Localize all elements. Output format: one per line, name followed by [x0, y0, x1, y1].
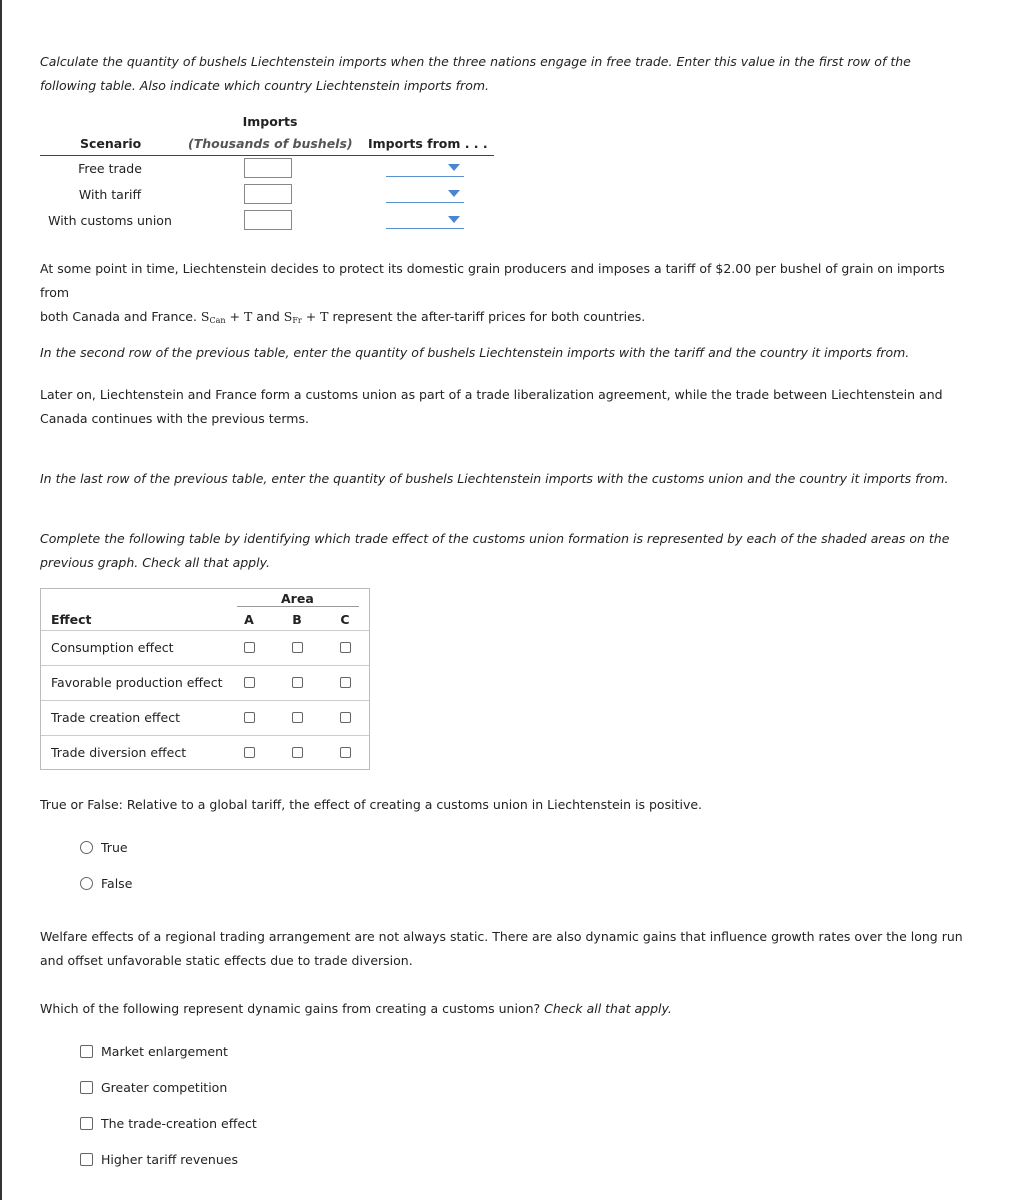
effect-row-label: Trade diversion effect — [51, 745, 187, 760]
row-divider — [41, 630, 369, 631]
checkbox-trade-diversion-c[interactable] — [340, 747, 351, 758]
tariff-paragraph — [40, 257, 970, 333]
scenario-label: With customs union — [48, 213, 172, 228]
tariff-line2b: represent the after-tariff prices for both countries. — [328, 309, 646, 324]
effect-row-label: Trade creation effect — [51, 710, 180, 725]
row-divider — [41, 665, 369, 666]
option-label: The trade-creation effect — [101, 1116, 257, 1131]
imports-input-free-trade[interactable] — [244, 158, 292, 178]
q4-instructions: Complete the following table by identifying which trade effect of the customs union formation is represented by each of the shaded areas on the previous graph. Check all that apply. — [40, 531, 950, 570]
header-imports: Imports — [242, 114, 298, 129]
checkbox-favorable-production-b[interactable] — [292, 677, 303, 688]
effect-row-label: Favorable production effect — [51, 675, 223, 690]
radio-true[interactable] — [80, 841, 93, 854]
row-divider — [41, 735, 369, 736]
option-label: Market enlargement — [101, 1044, 228, 1059]
checkbox-favorable-production-c[interactable] — [340, 677, 351, 688]
chevron-down-icon — [448, 164, 460, 171]
tariff-line1: At some point in time, Liechtenstein decides to protect its domestic grain producers and imposes a tariff of $2.00 per bushel of grain on imports from — [40, 261, 945, 300]
column-header-a: A — [244, 612, 254, 627]
checkbox-higher-tariff-revenues[interactable] — [80, 1153, 93, 1166]
column-header-b: B — [292, 612, 302, 627]
page-left-border — [0, 0, 2, 1200]
option-label: Higher tariff revenues — [101, 1152, 238, 1167]
checkbox-trade-creation-effect[interactable] — [80, 1117, 93, 1130]
imports-from-dropdown-customs-union[interactable] — [386, 210, 464, 229]
chevron-down-icon — [448, 190, 460, 197]
effects-table — [40, 588, 370, 770]
imports-input-customs-union[interactable] — [244, 210, 292, 230]
imports-from-dropdown-free-trade[interactable] — [386, 158, 464, 177]
imports-input-with-tariff[interactable] — [244, 184, 292, 204]
header-divider — [40, 155, 494, 156]
header-imports-from: Imports from . . . — [368, 136, 488, 151]
scenario-label: With tariff — [78, 187, 142, 202]
scenario-label: Free trade — [78, 161, 142, 176]
checkbox-consumption-a[interactable] — [244, 642, 255, 653]
radio-false[interactable] — [80, 877, 93, 890]
imports-from-dropdown-with-tariff[interactable] — [386, 184, 464, 203]
checkbox-consumption-c[interactable] — [340, 642, 351, 653]
q2-instructions: In the second row of the previous table, enter the quantity of bushels Liechtenstein imports with the tariff and the country it imports from. — [40, 345, 910, 360]
area-header: Area — [281, 591, 314, 606]
checkbox-trade-creation-c[interactable] — [340, 712, 351, 723]
chevron-down-icon — [448, 216, 460, 223]
effect-header: Effect — [51, 612, 92, 627]
checkbox-favorable-production-a[interactable] — [244, 677, 255, 688]
q1-instructions: Calculate the quantity of bushels Liechtenstein imports when the three nations engage in free trade. Enter this value in the first row of the following table. Also indicate which country Liechtenstein imports from. — [40, 54, 911, 93]
checkbox-trade-diversion-a[interactable] — [244, 747, 255, 758]
checkbox-trade-diversion-b[interactable] — [292, 747, 303, 758]
tariff-line2a: both Canada and France. — [40, 309, 201, 324]
customs-union-paragraph: Later on, Liechtenstein and France form a customs union as part of a trade liberalization agreement, while the trade between Liechtenstein and Canada continues with the previous terms. — [40, 387, 943, 426]
s-can-label: $S_{Can} + T$ — [200, 309, 253, 325]
area-divider — [237, 606, 359, 607]
q3-instructions: In the last row of the previous table, enter the quantity of bushels Liechtenstein imports with the customs union and the country it imports from. — [40, 471, 949, 486]
checkbox-consumption-b[interactable] — [292, 642, 303, 653]
radio-label-false: False — [101, 876, 133, 891]
s-fr-label: $S_{Fr} + T$ — [283, 309, 329, 325]
and-text: and — [252, 309, 284, 324]
true-false-question: True or False: Relative to a global tariff, the effect of creating a customs union in Liechtenstein is positive. — [40, 797, 703, 812]
checkbox-market-enlargement[interactable] — [80, 1045, 93, 1058]
header-thousands: (Thousands of bushels) — [188, 136, 353, 151]
checkbox-greater-competition[interactable] — [80, 1081, 93, 1094]
row-divider — [41, 700, 369, 701]
radio-label-true: True — [101, 840, 128, 855]
option-label: Greater competition — [101, 1080, 228, 1095]
effect-row-label: Consumption effect — [51, 640, 174, 655]
welfare-paragraph: Welfare effects of a regional trading arrangement are not always static. There are also dynamic gains that influence growth rates over the long run and offset unfavorable static effects due to trade diversion. — [40, 929, 963, 968]
header-scenario: Scenario — [80, 136, 142, 151]
dynamic-gains-question: Which of the following represent dynamic gains from creating a customs union? Check all that apply. — [40, 1001, 672, 1016]
checkbox-trade-creation-a[interactable] — [244, 712, 255, 723]
checkbox-trade-creation-b[interactable] — [292, 712, 303, 723]
column-header-c: C — [340, 612, 350, 627]
